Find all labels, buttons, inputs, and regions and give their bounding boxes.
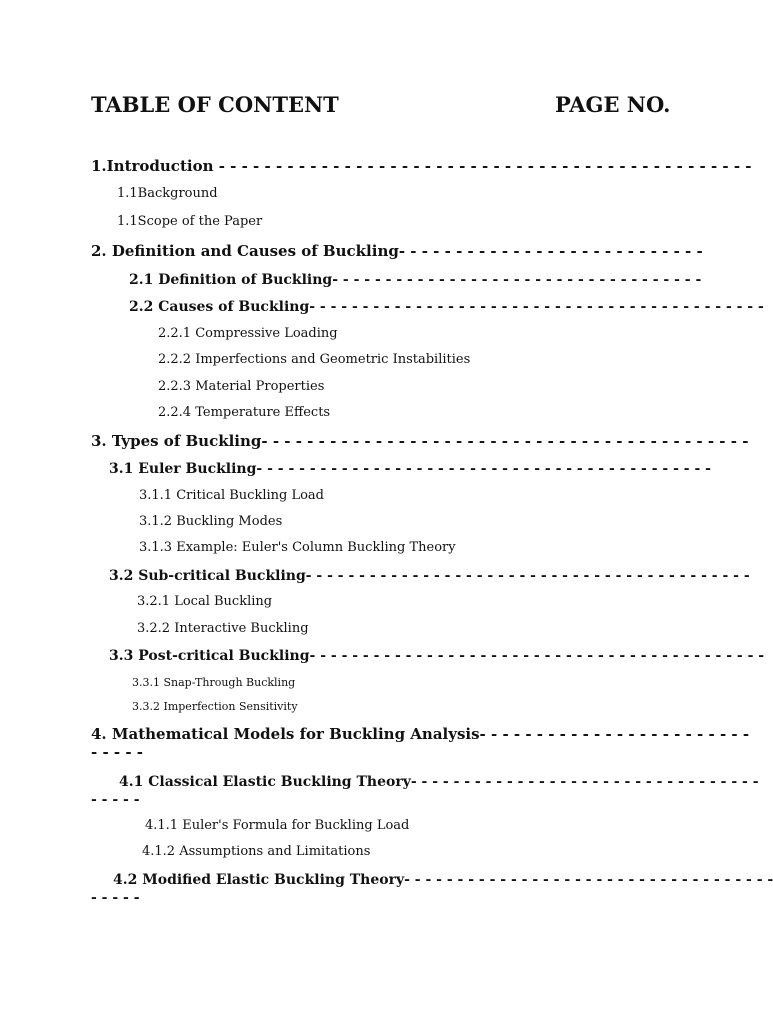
toc-title: TABLE OF CONTENT	[91, 92, 339, 117]
toc-entry-modified-elastic-theory: 4.2 Modified Elastic Buckling Theory- - - - - - - - - - - - - - - - - - - - - - - - - - - - - - - - - - -	[113, 872, 773, 888]
toc-entry-postcritical-buckling: 3.3 Post-critical Buckling- - - - - - - - - - - - - - - - - - - - - - - - - - - - - - - - - - - - - - - - - - -	[109, 648, 765, 664]
toc-entry-euler-column-example: 3.1.3 Example: Euler's Column Buckling Theory	[139, 540, 456, 555]
toc-entry-subcritical-buckling: 3.2 Sub-critical Buckling- - - - - - - - - - - - - - - - - - - - - - - - - - - - - - - - - - - - - - - - - -	[109, 568, 750, 584]
toc-entry-buckling-modes: 3.1.2 Buckling Modes	[139, 514, 283, 529]
toc-entry-imperfections: 2.2.2 Imperfections and Geometric Instabilities	[158, 352, 471, 367]
toc-entry-compressive-loading: 2.2.1 Compressive Loading	[158, 326, 338, 341]
toc-entry-mathematical-models: 4. Mathematical Models for Buckling Analysis- - - - - - - - - - - - - - - - - - - - - - - -	[91, 725, 750, 743]
toc-entry-imperfection-sensitivity: 3.3.2 Imperfection Sensitivity	[132, 700, 298, 713]
toc-entry-mathematical-models-continued: - - - - -	[91, 743, 144, 761]
page-number-heading: PAGE NO.	[555, 92, 671, 117]
toc-entry-critical-buckling-load: 3.1.1 Critical Buckling Load	[139, 488, 324, 503]
toc-entry-euler-buckling: 3.1 Euler Buckling- - - - - - - - - - - - - - - - - - - - - - - - - - - - - - - - - - - - - - - - - - -	[109, 461, 711, 477]
toc-entry-definition-causes: 2. Definition and Causes of Buckling- - - - - - - - - - - - - - - - - - - - - - - - - - -	[91, 242, 703, 260]
toc-entry-snap-through: 3.3.1 Snap-Through Buckling	[132, 676, 296, 689]
toc-entry-interactive-buckling: 3.2.2 Interactive Buckling	[137, 621, 309, 636]
toc-entry-modified-elastic-theory-continued: - - - - -	[91, 890, 140, 906]
toc-entry-causes-of-buckling: 2.2 Causes of Buckling- - - - - - - - - - - - - - - - - - - - - - - - - - - - - - - - - - - - - - - - - - -	[129, 299, 764, 315]
toc-entry-eulers-formula: 4.1.1 Euler's Formula for Buckling Load	[145, 818, 410, 833]
toc-entry-scope: 1.1Scope of the Paper	[117, 214, 263, 229]
toc-entry-types-of-buckling: 3. Types of Buckling- - - - - - - - - - - - - - - - - - - - - - - - - - - - - - - - - - - - - - - - - - -	[91, 432, 749, 450]
toc-entry-assumptions-limitations: 4.1.2 Assumptions and Limitations	[142, 844, 371, 859]
toc-entry-classical-elastic-theory-continued: - - - - -	[91, 792, 140, 808]
toc-entry-definition-of-buckling: 2.1 Definition of Buckling- - - - - - - - - - - - - - - - - - - - - - - - - - - - - - - - - - -	[129, 272, 702, 288]
toc-entry-background: 1.1Background	[117, 186, 218, 201]
toc-entry-material-properties: 2.2.3 Material Properties	[158, 379, 325, 394]
toc-entry-introduction: 1.Introduction - - - - - - - - - - - - - - - - - - - - - - - - - - - - - - - - - - - - - - - - - - - - - - -	[91, 157, 752, 175]
toc-entry-classical-elastic-theory: 4.1 Classical Elastic Buckling Theory- - - - - - - - - - - - - - - - - - - - - - - - - - - - - - - - -	[119, 774, 759, 790]
toc-entry-local-buckling: 3.2.1 Local Buckling	[137, 594, 273, 609]
toc-entry-temperature-effects: 2.2.4 Temperature Effects	[158, 405, 331, 420]
